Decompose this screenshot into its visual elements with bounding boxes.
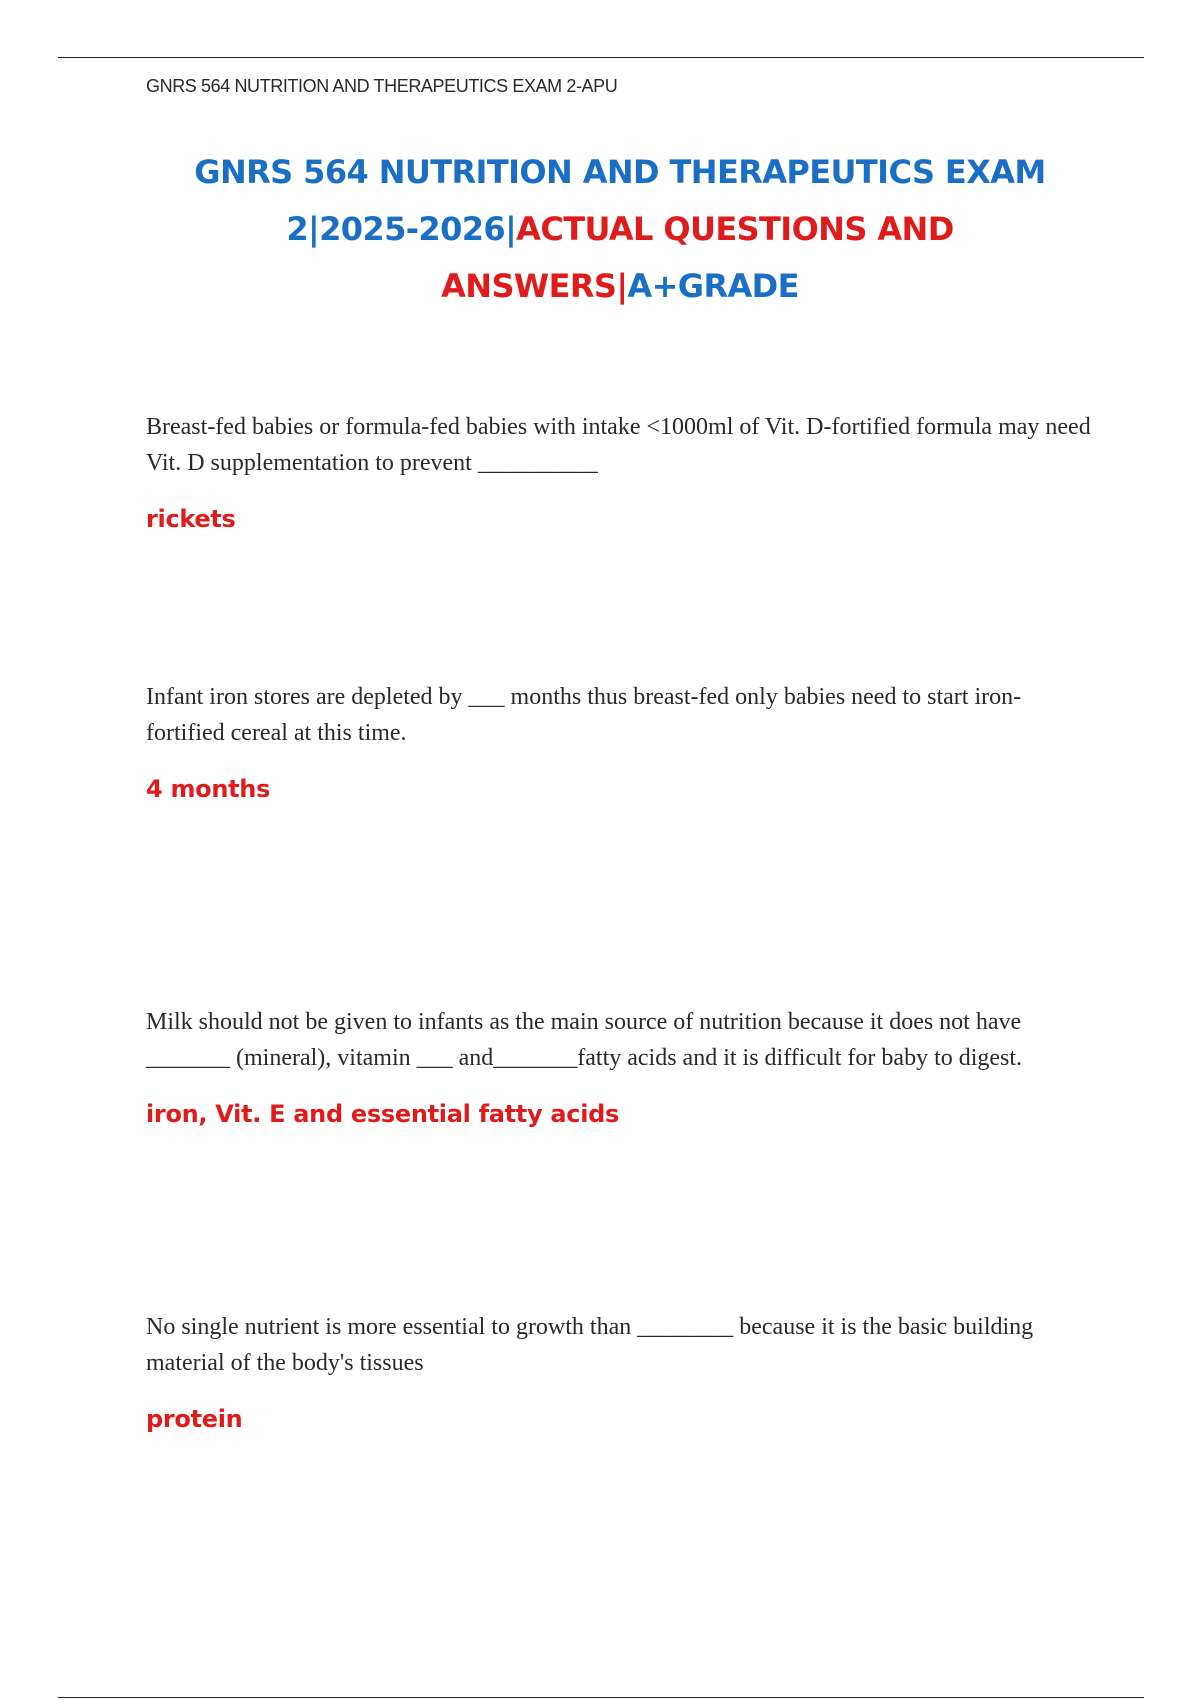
question-block [146, 679, 1096, 803]
title-year-segment: 2|2025-2026| [286, 210, 517, 248]
question-text: Milk should not be given to infants as the main source of nutrition because it does not have _______ (mineral), vitamin ___ and_______fatty acids and it is difficult for baby to digest. [146, 1009, 1023, 1071]
question-block [146, 1309, 1096, 1433]
answer-text: iron, Vit. E and essential fatty acids [146, 1100, 619, 1128]
question-text: Breast-fed babies or formula-fed babies with intake <1000ml of Vit. D-fortified formula may need Vit. D supplementation to prevent __________ [146, 414, 1091, 476]
question-block [146, 409, 1096, 533]
title-grade-segment: A+GRADE [627, 267, 799, 305]
answer-text: protein [146, 1405, 243, 1433]
question-text: No single nutrient is more essential to growth than ________ because it is the basic building material of the body's tissues [146, 1314, 1034, 1376]
running-header: GNRS 564 NUTRITION AND THERAPEUTICS EXAM 2-APU [146, 76, 618, 96]
title-actual-segment: ACTUAL QUESTIONS AND [516, 210, 954, 248]
document-title [100, 144, 1140, 315]
title-answers-segment: ANSWERS| [441, 267, 628, 305]
question-text: Infant iron stores are depleted by ___ months thus breast-fed only babies need to start iron-fortified cereal at this time. [146, 684, 1022, 746]
question-block [146, 1004, 1096, 1128]
title-line-1: GNRS 564 NUTRITION AND THERAPEUTICS EXAM [194, 153, 1046, 191]
answer-text: rickets [146, 505, 236, 533]
title-line-3 [100, 258, 1140, 315]
top-rule [58, 57, 1144, 58]
bottom-rule [58, 1697, 1144, 1698]
title-line-2 [100, 201, 1140, 258]
answer-text: 4 months [146, 775, 271, 803]
